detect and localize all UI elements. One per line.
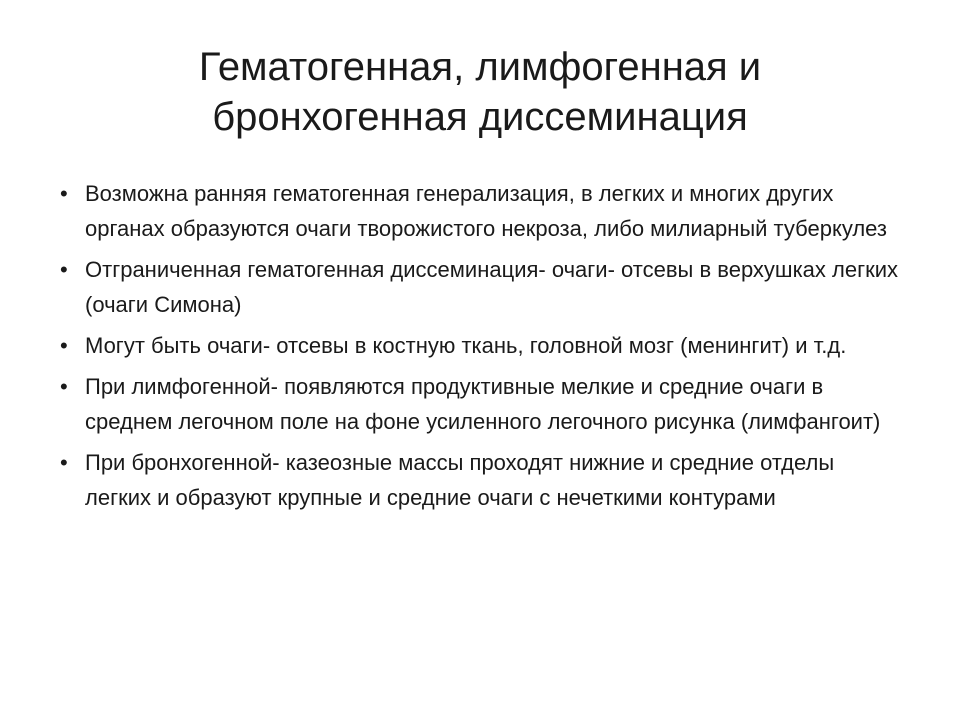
bullet-icon: • [60, 333, 68, 358]
slide-title-line-1: Гематогенная, лимфогенная и [198, 45, 762, 89]
bullet-list [60, 176, 900, 521]
bullet-text: При бронхогенной- казеозные массы проходят нижние и средние отделы легких и образуют крупные и средние очаги с нечеткими контурами [85, 450, 835, 510]
slide-title-line-2: бронхогенная диссеминация [212, 95, 748, 139]
bullet-icon: • [60, 257, 68, 282]
bullet-item [60, 176, 900, 246]
bullet-item [60, 328, 900, 363]
bullet-text: Могут быть очаги- отсевы в костную ткань, головной мозг (менингит) и т.д. [85, 333, 847, 358]
bullet-item [60, 252, 900, 322]
bullet-text: При лимфогенной- появляются продуктивные мелкие и средние очаги в среднем легочном поле на фоне усиленного легочного рисунка (лимфангоит) [85, 374, 881, 434]
bullet-icon: • [60, 374, 68, 399]
bullet-icon: • [60, 450, 68, 475]
bullet-item [60, 369, 900, 439]
bullet-item [60, 445, 900, 515]
bullet-text: Отграниченная гематогенная диссеминация- очаги- отсевы в верхушках легких (очаги Симона) [85, 257, 899, 317]
bullet-icon: • [60, 181, 68, 206]
slide-title [80, 42, 880, 142]
bullet-text: Возможна ранняя гематогенная генерализация, в легких и многих других органах образуются очаги творожистого некроза, либо милиарный туберкулез [85, 181, 888, 241]
